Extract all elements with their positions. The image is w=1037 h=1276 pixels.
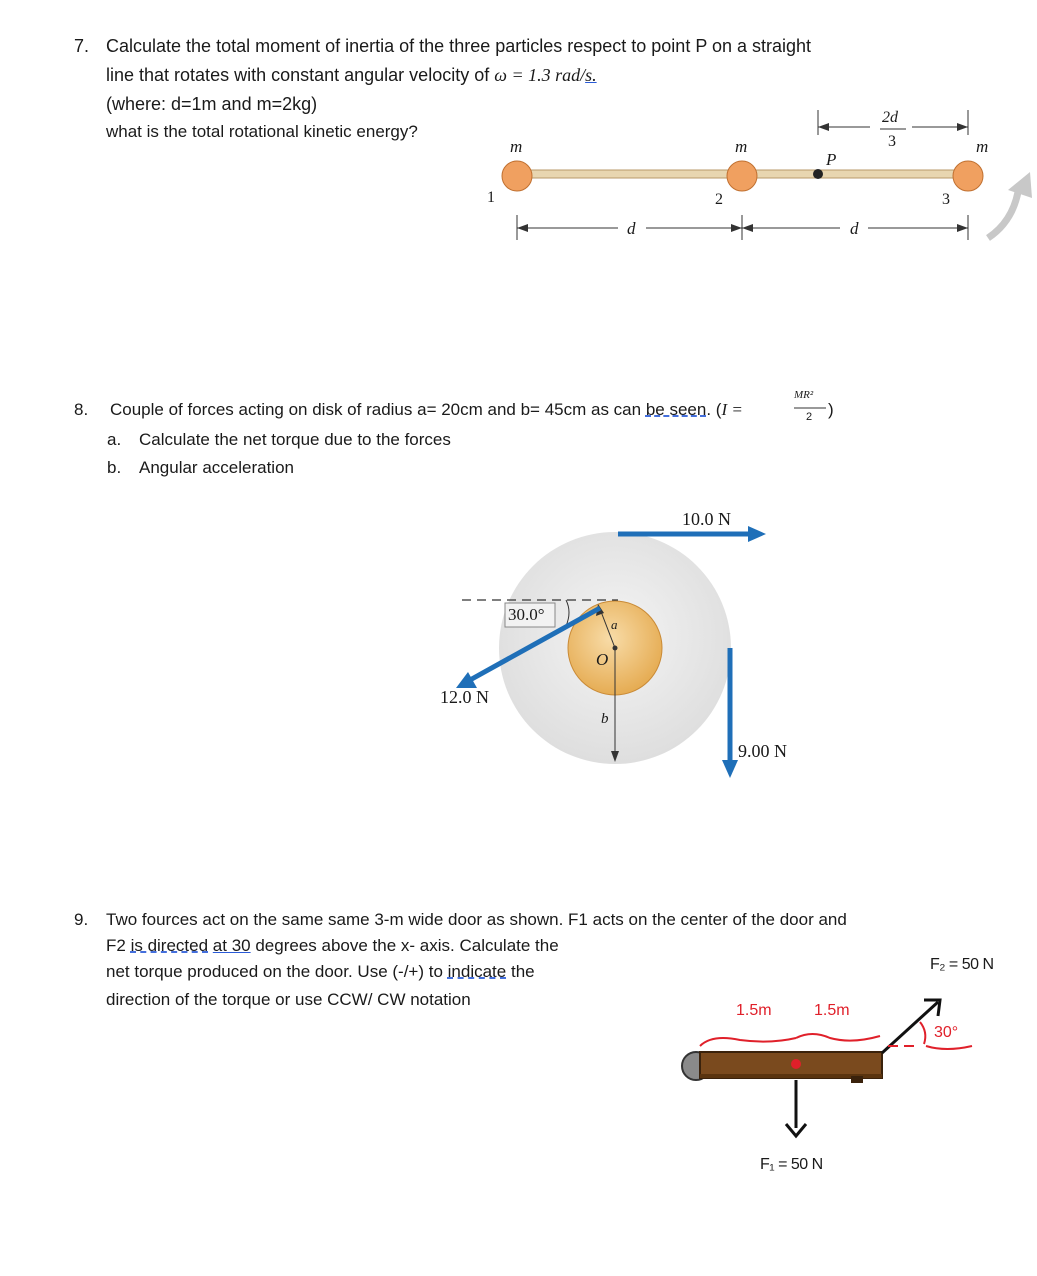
q8-force-down-label: 9.00 N xyxy=(738,741,787,761)
q8-line1-b: be seen xyxy=(645,400,707,419)
q9-f2-label: F₂ = 50 N xyxy=(930,956,994,973)
q7-particle-num-1: 1 xyxy=(487,189,495,206)
q9-line4: direction of the torque or use CCW/ CW notation xyxy=(106,990,471,1009)
q7-line2-text: line that rotates with constant angular velocity of xyxy=(106,65,490,85)
q9-line3-b: indicate xyxy=(447,962,507,981)
q7-frac-den: 3 xyxy=(888,133,896,150)
q9-angle-label: 30° xyxy=(934,1024,959,1041)
q8-a-text: Calculate the net torque due to the forces xyxy=(139,430,451,449)
q9-line2-b: is directed xyxy=(130,936,209,955)
q8-force-top-label: 10.0 N xyxy=(682,509,731,529)
q8-a-label: a. xyxy=(107,430,122,449)
q7-number: 7. xyxy=(74,36,90,56)
q8-label-a: a xyxy=(611,617,618,632)
q9-line2-a: F2 xyxy=(106,936,126,955)
q9-number: 9. xyxy=(74,910,89,929)
q9-len-left: 1.5m xyxy=(736,1002,772,1019)
q7-line3: (where: d=1m and m=2kg) xyxy=(106,94,318,114)
q7-particle-num-2: 2 xyxy=(715,191,723,208)
q8-b-label: b. xyxy=(107,458,122,477)
q7-point-label: P xyxy=(826,150,837,169)
q7-particle-num-3: 3 xyxy=(942,191,950,208)
q7-line4: what is the total rotational kinetic energy? xyxy=(106,122,418,141)
q8-force-left-label: 12.0 N xyxy=(440,687,489,707)
q7-mass-label-3: m xyxy=(976,137,989,156)
q7-mass-label-2: m xyxy=(735,137,748,156)
q9-len-right: 1.5m xyxy=(814,1002,850,1019)
q9-line2-d: degrees above the x- axis. Calculate the xyxy=(255,936,559,955)
q8-inertia-lhs: I = xyxy=(721,400,743,419)
q8-line1-a: Couple of forces acting on disk of radius a= 20cm and b= 45cm as can xyxy=(110,400,642,419)
q9-f1-label: F₁ = 50 N xyxy=(760,1156,823,1173)
q9-angle-underline xyxy=(926,1046,972,1049)
q8-angle-label: 30.0° xyxy=(508,605,545,624)
q7-unit: s. xyxy=(585,65,597,85)
q8-inertia-den: 2 xyxy=(806,411,813,423)
q8-number: 8. xyxy=(74,400,89,419)
q7-omega: ω = 1.3 rad/ xyxy=(494,65,586,85)
q8-inertia-num: MR² xyxy=(794,389,814,401)
q7-dist-right: d xyxy=(850,219,859,238)
q9-brace-right xyxy=(796,1034,880,1041)
q8-b-text: Angular acceleration xyxy=(139,458,294,477)
q9-line1: Two fources act on the same same 3-m wide door as shown. F1 acts on the center of the door and xyxy=(106,910,847,929)
q9-center-point xyxy=(791,1059,801,1069)
q8-line1-c: . ( xyxy=(706,400,722,419)
q7-line1: Calculate the total moment of inertia of the three particles respect to point P on a straight xyxy=(106,36,812,56)
q9-line3-a: net torque produced on the door. Use (-/+) to xyxy=(106,962,443,981)
q7-mass-label-1: m xyxy=(510,137,523,156)
q7-dist-left: d xyxy=(627,219,636,238)
q8-label-o: O xyxy=(596,650,609,669)
q8-label-b: b xyxy=(601,711,609,727)
q9-line3-c: the xyxy=(510,962,535,981)
q9-door-handle xyxy=(851,1076,863,1083)
q9-angle-arc xyxy=(920,1022,925,1044)
q9-brace-left xyxy=(700,1038,796,1046)
q7-frac-num: 2d xyxy=(882,109,898,126)
q9-line2-c: at 30 xyxy=(212,936,251,955)
q8-inertia-close: ) xyxy=(828,400,834,419)
